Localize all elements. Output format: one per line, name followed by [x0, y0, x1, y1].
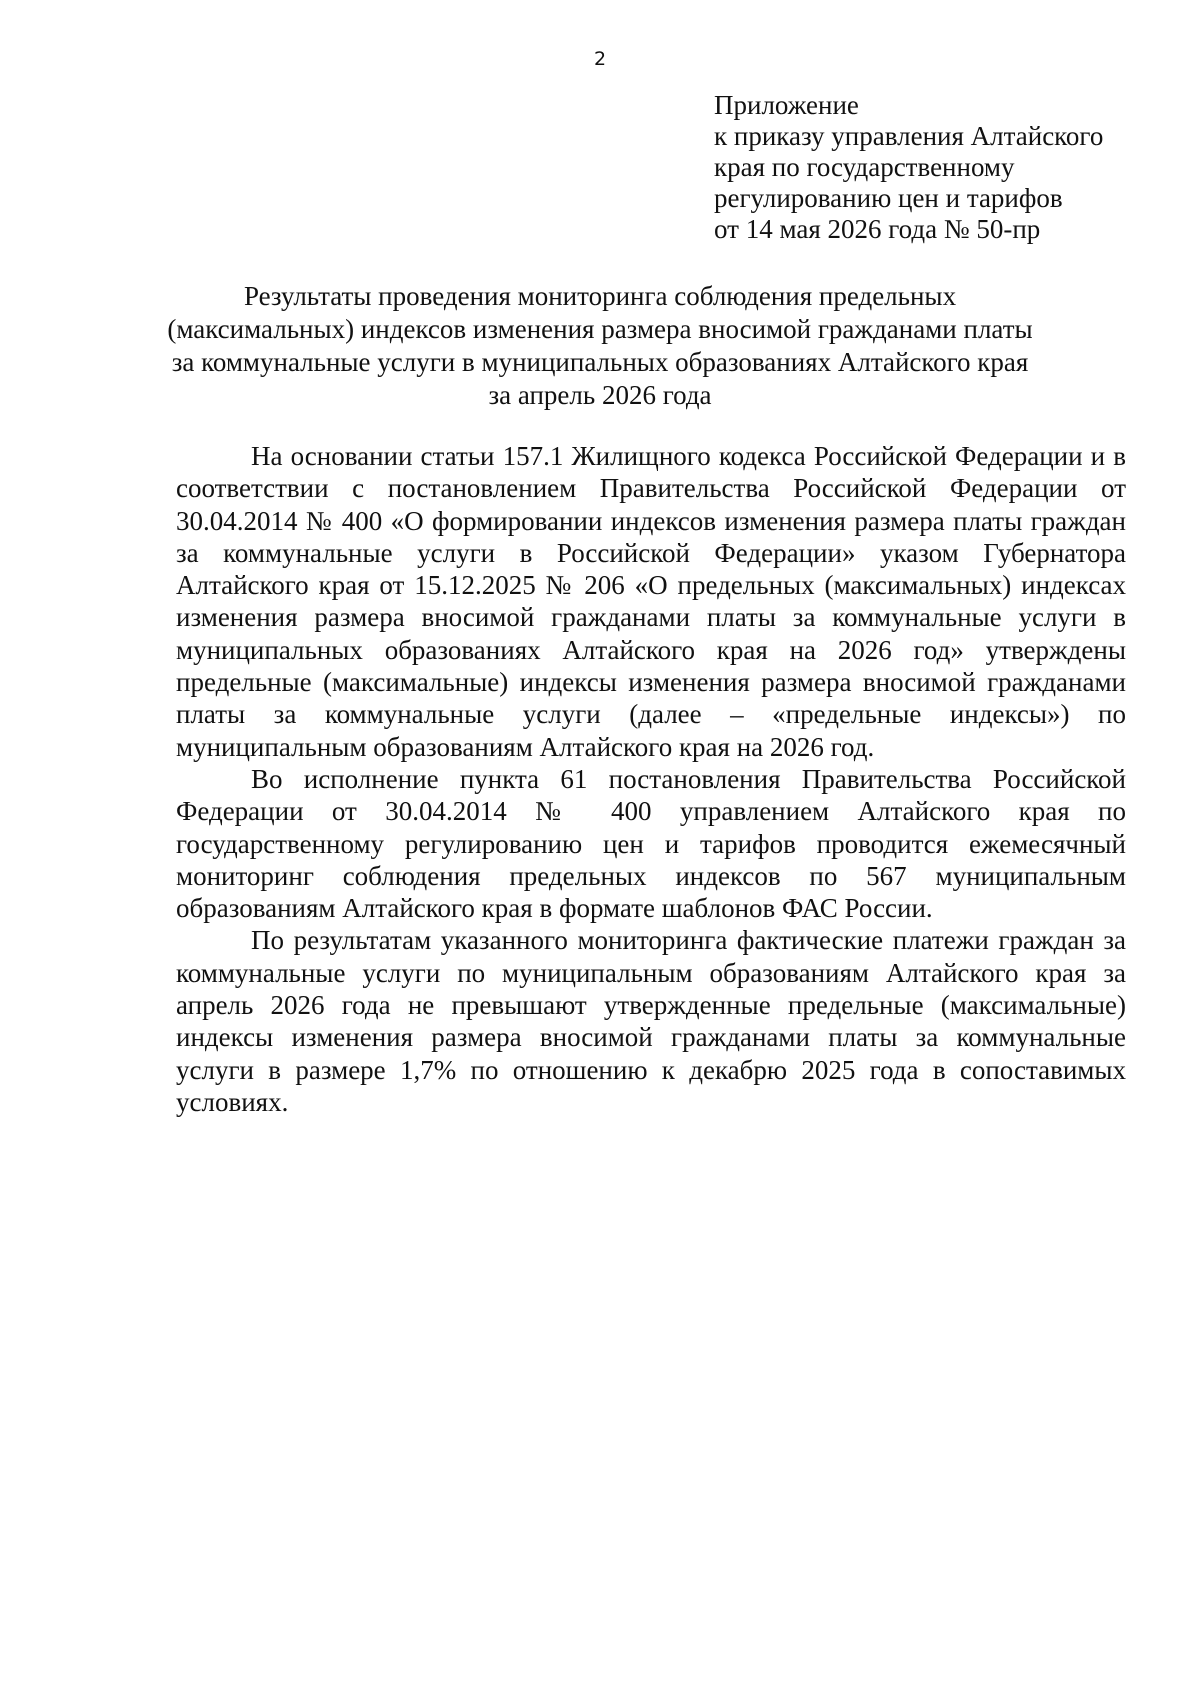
appendix-line: от 14 мая 2026 года № 50-пр: [714, 214, 1041, 244]
appendix-line: Приложение: [714, 90, 859, 120]
title-line: за апрель 2026 года: [488, 380, 712, 410]
title-line: за коммунальные услуги в муниципальных образованиях Алтайского края: [171, 347, 1029, 377]
page-number: 2: [593, 48, 607, 70]
body-paragraph: Во исполнение пункта 61 постановления Правительства Российской Федерации от 30.04.2014 № 400 управлением Алтайского края по государственному регулированию цен и тарифов проводится ежемесячный мониторинг соблюдения предельных индексов по 567 муниципальным образованиям Алтайского края в формате шаблонов ФАС России.: [176, 763, 1126, 924]
body-paragraph: По результатам указанного мониторинга фактические платежи граждан за коммунальные услуги по муниципальным образованиям Алтайского края за апрель 2026 года не превышают утвержденные предельные (максимальные) индексы изменения размера вносимой гражданами платы за коммунальные услуги в размере 1,7% по отношению к декабрю 2025 года в сопоставимых условиях.: [176, 925, 1126, 1117]
document-body: [176, 440, 1126, 1118]
appendix-line: к приказу управления Алтайского: [714, 121, 1104, 151]
title-line: (максимальных) индексов изменения размера вносимой гражданами платы: [167, 314, 1033, 344]
title-line: Результаты проведения мониторинга соблюдения предельных: [243, 281, 957, 311]
appendix-line: регулированию цен и тарифов: [714, 183, 1063, 213]
appendix-line: края по государственному: [714, 152, 1015, 182]
document-title: [150, 280, 1050, 412]
body-paragraph: На основании статьи 157.1 Жилищного кодекса Российской Федерации и в соответствии с постановлением Правительства Российской Федерации от 30.04.2014 № 400 «О формировании индексов изменения размера платы граждан за коммунальные услуги в Российской Федерации» указом Губернатора Алтайского края от 15.12.2025 № 206 «О предельных (максимальных) индексах изменения размера вносимой гражданами платы за коммунальные услуги в муниципальных образованиях Алтайского края на 2026 год» утверждены предельные (максимальные) индексы изменения размера вносимой гражданами платы за коммунальные услуги (далее – «предельные индексы») по муниципальным образованиям Алтайского края на 2026 год.: [176, 441, 1126, 762]
appendix-header: [714, 90, 1154, 245]
